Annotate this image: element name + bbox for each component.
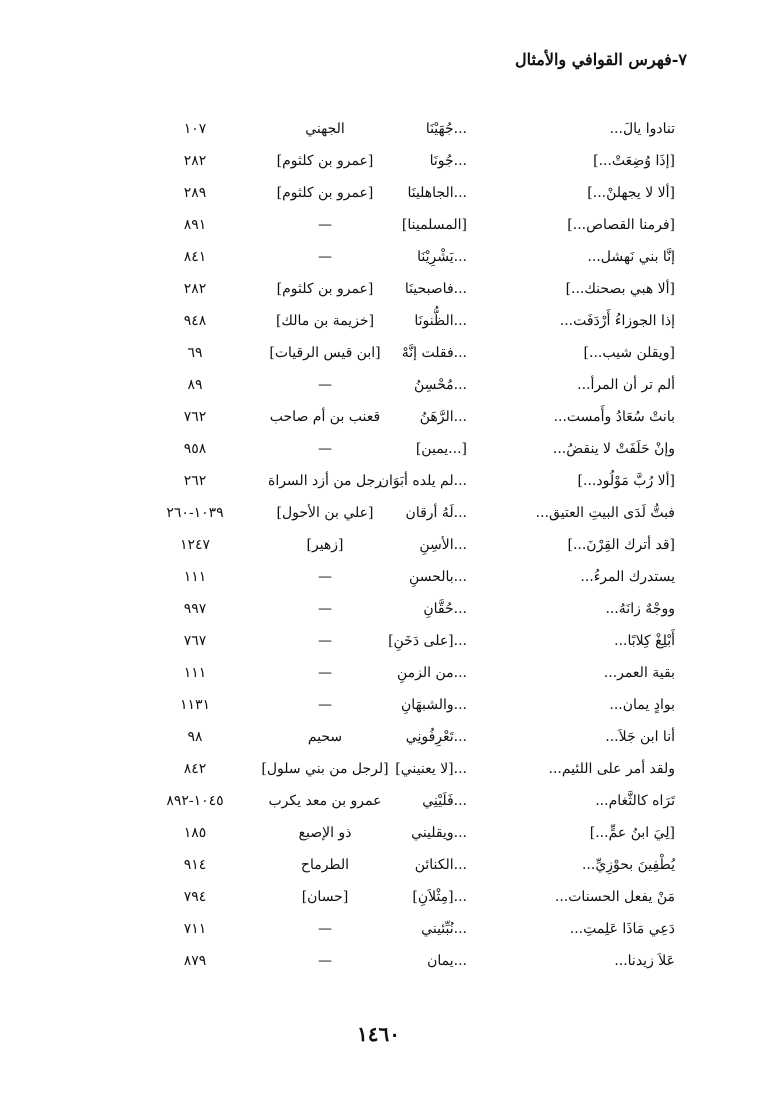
poet-name: —	[318, 441, 332, 457]
table-row	[0, 405, 757, 437]
page-reference: ١٨٥	[183, 825, 207, 841]
page-reference: ٧٦٢	[183, 409, 207, 425]
poet-name: [علي بن الأحول]	[276, 505, 374, 521]
page-reference: ٩٤٨	[183, 313, 207, 329]
poet-name: —	[318, 921, 332, 937]
rhyme-ending: ...فقلت إنَّهْ	[401, 345, 467, 361]
verse-first-words: [ويقلن شيب...]	[583, 345, 675, 361]
poet-name: [عمرو بن كلثوم]	[276, 281, 374, 297]
table-row	[0, 181, 757, 213]
verse-first-words: [لِيَ ابنُ عمٍّ...]	[589, 825, 675, 841]
verse-first-words: عَلاَ زيدنا...	[614, 953, 675, 969]
poet-name: الطرماح	[300, 857, 350, 873]
poet-name: —	[318, 217, 332, 233]
table-row	[0, 949, 757, 981]
table-row	[0, 565, 757, 597]
poet-name: [زهير]	[306, 537, 344, 553]
rhyme-ending: ...الظُّنونَا	[414, 313, 467, 329]
verse-first-words: [قد أترك القِرْنَ...]	[567, 537, 675, 553]
rhyme-ending: ...مُحْسِنُ	[413, 377, 467, 393]
verse-first-words: بانتْ سُعَادُ وأَمست...	[553, 409, 675, 425]
rhyme-ending: ...لم يلده أبَوَان	[378, 473, 467, 489]
verse-first-words: فبتُّ لَدَى البيتِ العتيق...	[535, 505, 675, 521]
page-reference: ٨٩١	[183, 217, 207, 233]
verse-first-words: ألم تر أن المرأ...	[577, 377, 675, 393]
table-row	[0, 597, 757, 629]
table-row	[0, 277, 757, 309]
verse-first-words: بقية العمر...	[603, 665, 675, 681]
verse-first-words: أنا ابن جَلاَ...	[605, 729, 675, 745]
rhyme-ending: ...[على دَخَنِ]	[388, 633, 467, 649]
table-row	[0, 693, 757, 725]
table-row	[0, 341, 757, 373]
page-reference: ١١١	[183, 665, 207, 681]
table-row	[0, 789, 757, 821]
table-row	[0, 373, 757, 405]
verse-first-words: إذا الجوزاءُ أَرْدَفَت...	[559, 313, 675, 329]
rhyme-ending: ...[مِثْلاَنِ]	[412, 889, 467, 905]
table-row	[0, 469, 757, 501]
table-row	[0, 213, 757, 245]
page-reference: ٨٧٩	[183, 953, 207, 969]
poet-name: —	[318, 633, 332, 649]
verse-first-words: يستدرك المرءُ...	[580, 569, 675, 585]
verse-first-words: ولقد أمر على اللئيم...	[548, 761, 675, 777]
rhyme-ending: ...الأسِنِ	[419, 537, 467, 553]
rhyme-ending: ...فاصبحينَا	[404, 281, 467, 297]
page-reference: ١١٣١	[179, 697, 211, 713]
page-reference: ٧٦٧	[183, 633, 207, 649]
page-reference: ٢٦٢	[183, 473, 207, 489]
poet-name: —	[318, 601, 332, 617]
poet-name: —	[318, 569, 332, 585]
rhyme-ending: ...يَشْرِيْنَا	[417, 249, 467, 265]
verse-first-words: إنَّا بني نَهشل...	[587, 249, 675, 265]
poet-name: —	[318, 249, 332, 265]
poet-name: [لرجل من بني سلول]	[261, 761, 389, 777]
page-reference: ٦٩	[187, 345, 203, 361]
table-row	[0, 917, 757, 949]
page-reference: ١٠٧	[183, 121, 207, 137]
page-reference: ٢٨٢	[183, 153, 207, 169]
poet-name: ذو الإصبع	[298, 825, 352, 841]
rhyme-ending: [المسلمينا]	[401, 217, 467, 233]
rhyme-ending: ...فَلَيْنِي	[422, 793, 467, 809]
verse-first-words: [ألا لا يجهلنْ...]	[587, 185, 675, 201]
page-reference: ٩٥٨	[183, 441, 207, 457]
page-reference: ١٢٤٧	[179, 537, 211, 553]
table-row	[0, 149, 757, 181]
page-reference: ٩٨	[187, 729, 203, 745]
poet-name: [عمرو بن كلثوم]	[276, 153, 374, 169]
poet-name: [حسان]	[301, 889, 349, 905]
table-row	[0, 501, 757, 533]
table-row	[0, 245, 757, 277]
poet-name: [خزيمة بن مالك]	[275, 313, 375, 329]
rhyme-ending: ...من الزمنِ	[397, 665, 467, 681]
verse-first-words: [فرمنا القصاص...]	[567, 217, 675, 233]
page-reference: ١٠٣٩-٢٦٠	[166, 505, 224, 521]
table-row	[0, 437, 757, 469]
verse-first-words: تَرَاه كالثَّغام...	[595, 793, 675, 809]
verse-first-words: مَنْ يفعل الحسنات...	[554, 889, 675, 905]
page-reference: ١٠٤٥-٨٩٢	[166, 793, 224, 809]
table-row	[0, 757, 757, 789]
page-reference: ٨٩	[187, 377, 203, 393]
rhyme-ending: ...والشبهَانِ	[401, 697, 467, 713]
poet-name: قعنب بن أم صاحب	[269, 409, 381, 425]
poet-name: —	[318, 665, 332, 681]
poet-name: الجهني	[305, 121, 345, 137]
poet-name: سحيم	[307, 729, 343, 745]
rhyme-ending: ...حُقَّانِ	[423, 601, 467, 617]
verse-first-words: بوادٍ يمان...	[609, 697, 675, 713]
verse-first-words: أَبْلِغْ كِلابًا...	[614, 633, 675, 649]
rhyme-ending: ...الكنائن	[414, 857, 467, 873]
poet-name: —	[318, 697, 332, 713]
verse-first-words: ووجْهٌ زانَهُ...	[605, 601, 675, 617]
page-reference: ٢٨٩	[183, 185, 207, 201]
page-header-title: ٧-فهرس القوافي والأمثال	[514, 50, 687, 69]
verse-first-words: [ألا هبي بصحنك...]	[565, 281, 675, 297]
table-row	[0, 117, 757, 149]
page-reference: ٨٤٢	[183, 761, 207, 777]
rhyme-ending: ...ويقليني	[411, 825, 467, 841]
rhyme-ending: ...يمان	[427, 953, 467, 969]
index-table	[0, 117, 757, 981]
table-row	[0, 821, 757, 853]
page-reference: ٩٩٧	[183, 601, 207, 617]
table-row	[0, 725, 757, 757]
table-row	[0, 309, 757, 341]
page-reference: ١١١	[183, 569, 207, 585]
poet-name: [عمرو بن كلثوم]	[276, 185, 374, 201]
rhyme-ending: ...لَهُ أرقان	[405, 505, 467, 521]
rhyme-ending: ...الجاهلينَا	[407, 185, 467, 201]
rhyme-ending: ...نُبِّئيني	[421, 921, 467, 937]
page-reference: ٧١١	[183, 921, 207, 937]
table-row	[0, 629, 757, 661]
rhyme-ending: ...جُونَا	[429, 153, 467, 169]
verse-first-words: دَعِي مَاذَا عَلِمتِ...	[569, 921, 675, 937]
table-row	[0, 533, 757, 565]
page-reference: ٢٨٢	[183, 281, 207, 297]
rhyme-ending: ...جُهَيْنَا	[425, 121, 467, 137]
poet-name: —	[318, 953, 332, 969]
rhyme-ending: [...يمين]	[415, 441, 467, 457]
rhyme-ending: ...بالحسنِ	[409, 569, 467, 585]
verse-first-words: [إذَا وُضِعَتْ...]	[593, 153, 675, 169]
rhyme-ending: ...تَعْرِفُونِي	[405, 729, 467, 745]
page-reference: ٧٩٤	[183, 889, 207, 905]
table-row	[0, 853, 757, 885]
table-row	[0, 661, 757, 693]
table-row	[0, 885, 757, 917]
rhyme-ending: ...[لا يعنيني]	[395, 761, 467, 777]
verse-first-words: يُطْفِينَ بحوْزِيِّ...	[581, 857, 675, 873]
rhyme-ending: ...الرَّهَنُ	[419, 409, 467, 425]
poet-name: رجل من أزد السراة	[267, 473, 382, 489]
page-reference: ٩١٤	[183, 857, 207, 873]
page-reference: ٨٤١	[183, 249, 207, 265]
poet-name: عمرو بن معد يكرب	[268, 793, 382, 809]
page-number: ١٤٦٠	[357, 1022, 400, 1046]
verse-first-words: وإنْ حَلَفَتْ لا ينقضُ...	[552, 441, 675, 457]
verse-first-words: [ألا رُبَّ مَوْلُود...]	[577, 473, 675, 489]
poet-name: [ابن قيس الرقيات]	[269, 345, 381, 361]
verse-first-words: تنادوا يالَ...	[609, 121, 675, 137]
poet-name: —	[318, 377, 332, 393]
